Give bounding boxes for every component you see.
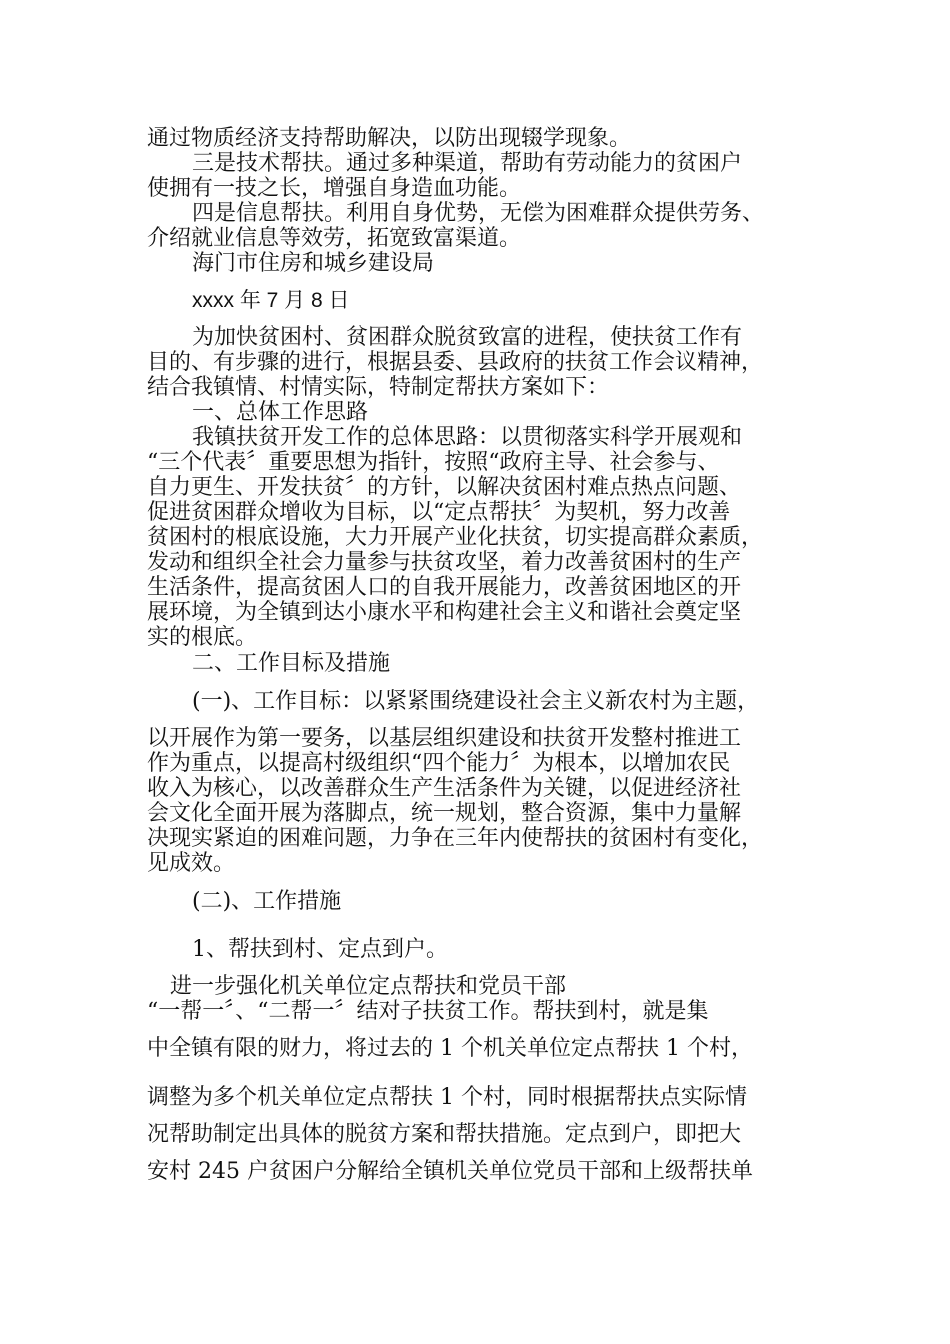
paragraph-line: “一帮一〞、“二帮一〞结对子扶贫工作。帮扶到村，就是集 [147, 999, 709, 1024]
paragraph-line: 促进贫困群众增收为目标，以“定点帮扶〞为契机，努力改善 [147, 500, 731, 525]
paragraph-line: 中全镇有限的财力，将过去的 1 个机关单位定点帮扶 1 个村， [147, 1036, 753, 1061]
section-heading: (二)、工作措施 [192, 889, 342, 914]
section-heading: 一、总体工作思路 [192, 400, 369, 425]
paragraph-line: 发动和组织全社会力量参与扶贫攻坚，着力改善贫困村的生产 [147, 550, 742, 575]
paragraph-line: 目的、有步骤的进行，根据县委、县政府的扶贫工作会议精神， [147, 350, 764, 375]
paragraph-line: 调整为多个机关单位定点帮扶 1 个村，同时根据帮扶点实际情 [147, 1085, 747, 1110]
section-heading: 1、帮扶到村、定点到户。 [192, 937, 448, 962]
signature-date: xxxx 年 7 月 8 日 [192, 289, 350, 312]
paragraph-line: 进一步强化机关单位定点帮扶和党员干部 [170, 974, 567, 999]
paragraph-line: 作为重点，以提高村级组织“四个能力〞为根本，以增加农民 [147, 751, 731, 776]
paragraph-line: 自力更生、开发扶贫〞的方针，以解决贫困村难点热点问题、 [147, 475, 742, 500]
paragraph-line: 见成效。 [147, 851, 236, 876]
paragraph-line: 安村 245 户贫困户分解给全镇机关单位党员干部和上级帮扶单 [147, 1159, 753, 1184]
paragraph-line: 会文化全面开展为落脚点，统一规划，整合资源，集中力量解 [147, 801, 742, 826]
paragraph-line: 以开展作为第一要务，以基层组织建设和扶贫开发整村推进工 [147, 726, 742, 751]
paragraph-line: 贫困村的根底设施，大力开展产业化扶贫，切实提高群众素质， [147, 525, 764, 550]
paragraph-line: 通过物质经济支持帮助解决，以防出现辍学现象。 [147, 126, 632, 151]
paragraph-line: 况帮助制定出具体的脱贫方案和帮扶措施。定点到户，即把大 [147, 1122, 742, 1147]
paragraph-line: 决现实紧迫的困难问题，力争在三年内使帮扶的贫困村有变化， [147, 826, 764, 851]
paragraph-line: 实的根底。 [147, 625, 258, 650]
paragraph-line: (一)、工作目标：以紧紧围绕建设社会主义新农村为主题， [192, 689, 760, 714]
paragraph-line: “三个代表〞重要思想为指针，按照“政府主导、社会参与、 [147, 450, 720, 475]
paragraph-line: 展环境，为全镇到达小康水平和构建社会主义和谐社会奠定坚 [147, 600, 742, 625]
paragraph-line: 三是技术帮扶。通过多种渠道，帮助有劳动能力的贫困户 [192, 151, 743, 176]
paragraph-line: 生活条件，提高贫困人口的自我开展能力，改善贫困地区的开 [147, 575, 742, 600]
paragraph-line: 四是信息帮扶。利用自身优势，无偿为困难群众提供劳务、 [192, 201, 765, 226]
paragraph-line: 结合我镇情、村情实际，特制定帮扶方案如下： [147, 375, 610, 400]
paragraph-line: 为加快贫困村、贫困群众脱贫致富的进程，使扶贫工作有 [192, 325, 743, 350]
paragraph-line: 介绍就业信息等效劳，拓宽致富渠道。 [147, 226, 522, 251]
section-heading: 二、工作目标及措施 [192, 651, 391, 676]
paragraph-line: 我镇扶贫开发工作的总体思路：以贯彻落实科学开展观和 [192, 425, 743, 450]
paragraph-line: 收入为核心，以改善群众生产生活条件为关键，以促进经济社 [147, 776, 742, 801]
paragraph-line: 使拥有一技之长，增强自身造血功能。 [147, 176, 522, 201]
signature-organization: 海门市住房和城乡建设局 [192, 251, 435, 276]
